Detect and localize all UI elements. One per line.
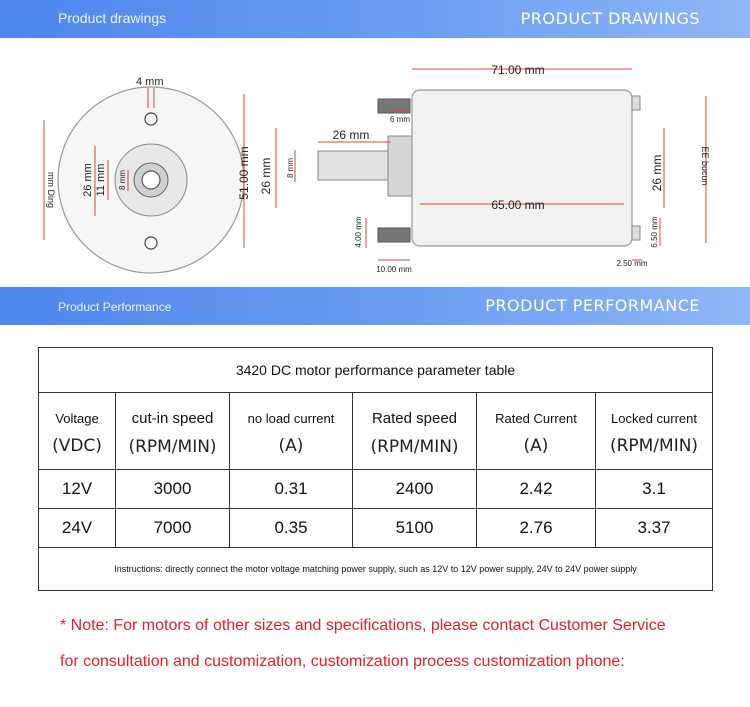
dim-height-51: 51.00 mm <box>237 146 251 200</box>
header-unit: (RPM/MIN) <box>370 436 459 457</box>
dim-hole-4: 4 mm <box>136 76 164 88</box>
cell-rated-speed: 5100 <box>353 509 477 548</box>
performance-banner-left-title: Product Performance <box>58 300 172 314</box>
dim-right-250: 2.50 mm <box>616 259 648 268</box>
dim-right-26: 26 mm <box>650 154 664 192</box>
header-cell <box>477 393 596 470</box>
header-cell <box>39 393 116 470</box>
cell-rated-current: 2.76 <box>477 509 596 548</box>
instructions-row <box>39 548 713 591</box>
header-unit: (RPM/MIN) <box>609 435 699 456</box>
instructions-text: Instructions: directly connect the motor voltage matching power supply, such as 12V to 12V power supply, 24V to 24V power supply <box>39 548 713 591</box>
dim-shaft-8: 8 mm <box>286 158 295 178</box>
dim-side-ding: mm Ding <box>46 171 56 209</box>
header-cell <box>596 393 713 470</box>
note-line-1: * Note: For motors of other sizes and specifications, please contact Customer Service <box>60 617 666 634</box>
header-unit: (RPM/MIN) <box>128 436 217 457</box>
header-cell <box>116 393 230 470</box>
header-cell <box>353 393 477 470</box>
cell-no-load-current: 0.35 <box>230 509 353 548</box>
dim-shaft-length-26: 26 mm <box>332 128 370 142</box>
header-unit: (VDC) <box>52 435 102 456</box>
drawings-banner <box>0 0 750 38</box>
note-line-2: for consultation and customization, customization process customization phone: <box>60 653 625 670</box>
dim-left-10: 10.00 mm <box>376 265 412 274</box>
dim-face-26: 26 mm <box>82 163 94 197</box>
cell-voltage: 12V <box>39 470 116 509</box>
performance-banner-right-title: PRODUCT PERFORMANCE <box>485 296 700 315</box>
drawings-banner-left-title: Product drawings <box>58 10 167 26</box>
table-header-row <box>39 393 713 470</box>
dim-face-11: 11 mm <box>95 163 107 197</box>
dim-body-65: 65.00 mm <box>491 198 545 212</box>
dim-right-650: 6.50 mm <box>650 216 659 248</box>
drawings-banner-right-title: PRODUCT DRAWINGS <box>520 9 700 28</box>
performance-table <box>38 347 713 591</box>
header-label: cut-in speed <box>131 409 214 427</box>
cell-no-load-current: 0.31 <box>230 470 353 509</box>
motor-technical-drawing <box>0 38 750 287</box>
header-label: Rated Current <box>495 410 577 426</box>
cell-rated-current: 2.42 <box>477 470 596 509</box>
dim-left-4: 4.00 mm <box>354 216 363 248</box>
cell-cut-in-speed: 3000 <box>116 470 230 509</box>
header-label: Rated speed <box>371 409 458 427</box>
table-title: 3420 DC motor performance parameter table <box>39 348 713 393</box>
header-label: Voltage <box>55 410 99 426</box>
cell-cut-in-speed: 7000 <box>116 509 230 548</box>
table-row <box>39 470 713 509</box>
dim-body-71: 71.00 mm <box>491 63 545 77</box>
header-label: no load current <box>247 410 335 426</box>
dim-height-26: 26 mm <box>259 157 273 195</box>
dim-face-8: 8 mm <box>118 170 127 190</box>
table-row <box>39 509 713 548</box>
header-unit: (A) <box>523 435 549 456</box>
header-label: Locked current <box>611 410 697 426</box>
motor-front-view <box>44 87 244 273</box>
cell-locked-current: 3.1 <box>596 470 713 509</box>
dim-right-ee: EE bucun <box>700 146 710 186</box>
cell-locked-current: 3.37 <box>596 509 713 548</box>
header-unit: (A) <box>278 435 304 456</box>
table-title-row <box>39 348 713 393</box>
cell-rated-speed: 2400 <box>353 470 477 509</box>
cell-voltage: 24V <box>39 509 116 548</box>
motor-side-view <box>244 69 706 260</box>
performance-banner <box>0 287 750 325</box>
dim-boss-6: 6 mm <box>390 115 410 124</box>
header-cell <box>230 393 353 470</box>
